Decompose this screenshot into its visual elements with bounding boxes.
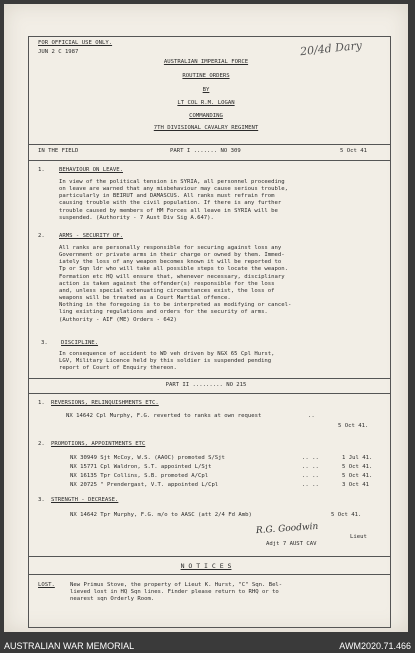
behaviour-on-leave-text: [59, 179, 389, 222]
text-line: Government or private arms in their charge or owned by them. Immed-: [59, 252, 285, 259]
promotion-entry: NX 30949 Sjt McCoy, W.S. (AAOC) promoted S/Sjt: [70, 455, 225, 461]
reversion-entry: NX 14642 Cpl Murphy, F.G. reverted to ranks at own request: [66, 413, 262, 419]
leader-dots: .. ..: [302, 482, 319, 488]
text-line: ling existing regulations and orders for the security of arms.: [59, 309, 268, 316]
location-label: IN THE FIELD: [38, 148, 79, 154]
part-2-number: PART II ......... NO 215: [165, 382, 247, 388]
text-line: weapons will be treated as a Court Martial offence.: [59, 295, 231, 302]
text-line: lieved lost in HQ Sqn lines. Finder please return to RHQ or to: [70, 589, 279, 596]
received-date-stamp: JUN 2 C 1987: [38, 49, 79, 55]
strength-entry: NX 14642 Tpr Murphy, F.G. m/o to AASC (att 2/4 Fd Amb): [70, 512, 252, 518]
item-heading: ARMS - SECURITY OF.: [59, 233, 123, 239]
notices-heading: N O T I C E S: [180, 562, 232, 570]
entry-date: 5 Oct 41.: [331, 512, 362, 518]
item-heading: PROMOTIONS, APPOINTMENTS ETC: [51, 441, 146, 447]
item-number: 2.: [38, 233, 45, 239]
item-number: 2.: [38, 441, 45, 447]
signature: R.G. Goodwin: [255, 521, 319, 537]
item-number: 3.: [41, 340, 48, 346]
item-number: 3.: [38, 497, 45, 503]
text-line: nearest sqn Orderly Room.: [70, 596, 155, 603]
divider: [28, 144, 390, 145]
entry-date: 1 Jul 41.: [342, 455, 373, 461]
title-line-3: BY: [202, 87, 210, 93]
divider: [28, 556, 390, 557]
signatory-appointment: Adjt 7 AUST CAV: [266, 541, 317, 547]
text-line: particularly in BEIRUT and DAMASCUS. All ranks must refrain from: [59, 193, 275, 200]
text-line: causing trouble with the civil population. If there is any further: [59, 200, 282, 207]
discipline-text: [59, 351, 389, 372]
divider: [28, 160, 390, 161]
title-line-1: AUSTRALIAN IMPERIAL FORCE: [163, 59, 249, 65]
text-line: Formation etc HQ will ensure that, whenever necessary, disciplinary: [59, 273, 285, 280]
text-line: New Primus Stove, the property of Lieut K. Hurst, "C" Sqn. Bel-: [70, 582, 283, 588]
lost-notice-text: [70, 582, 400, 603]
leader-dots: .. ..: [302, 455, 319, 461]
text-line: Tp or Sqn ldr who will take all possible steps to locate the weapon.: [59, 266, 289, 273]
entry-date: 5 Oct 41.: [342, 473, 373, 479]
text-line: In view of the political tension in SYRIA, all personnel proceeding: [59, 179, 285, 185]
entry-date: 5 Oct 41.: [342, 464, 373, 470]
title-line-2: ROUTINE ORDERS: [182, 73, 230, 79]
item-heading: DISCIPLINE.: [61, 340, 99, 346]
arms-security-text: [59, 245, 389, 324]
item-number: 1.: [38, 400, 45, 406]
item-heading: BEHAVIOUR ON LEAVE.: [59, 167, 123, 173]
promotion-entry: NX 16135 Tpr Collins, S.B. promoted A/Cpl: [70, 473, 209, 479]
entry-date: 5 Oct 41.: [338, 423, 369, 429]
item-number: 1.: [38, 167, 45, 173]
classification-label: FOR OFFICIAL USE ONLY.: [38, 40, 113, 46]
divider: [28, 574, 390, 575]
text-line: on leave are warned that any misbehaviour may cause serious trouble,: [59, 186, 289, 193]
promotion-entry: NX 20725 " Prendergast, V.T. appointed L/Cpl: [70, 482, 219, 488]
divider: [28, 378, 390, 379]
text-line: trouble caused by members of HM Forces all leave in SYRIA will be: [59, 207, 278, 214]
leader-dots: ..: [308, 413, 315, 419]
divider: [28, 393, 390, 394]
entry-date: 3 Oct 41: [342, 482, 369, 488]
item-heading: REVERSIONS, RELINQUISHMENTS ETC.: [51, 400, 159, 406]
handwritten-note: 20/4d Dary: [299, 38, 363, 59]
text-line: report of Court of Enquiry thereon.: [59, 365, 177, 372]
text-line: Nothing in the foregoing is to be interpreted as modifying or cancel-: [59, 302, 292, 309]
title-line-6: 7TH DIVISIONAL CAVALRY REGIMENT: [153, 125, 259, 131]
text-line: In consequence of accident to WD veh driven by NGX 65 Cpl Hurst,: [59, 351, 275, 357]
leader-dots: .. ..: [302, 473, 319, 479]
title-line-5: COMMANDING: [189, 113, 223, 119]
text-line: suspended. (Authority - 7 Aust Div Sig A.647).: [59, 214, 214, 221]
signatory-rank: Lieut: [350, 534, 367, 540]
notice-label: LOST.: [38, 582, 55, 588]
text-line: LGV, Military Licence held by this soldier is suspended pending: [59, 358, 272, 365]
text-line: (Authority - AIF (ME) Orders - 642): [59, 316, 177, 323]
text-line: and, unless special extenuating circumstances exist, the loss of: [59, 287, 275, 294]
archive-name: AUSTRALIAN WAR MEMORIAL: [4, 641, 135, 651]
item-heading: STRENGTH - DECREASE.: [51, 497, 119, 503]
title-line-4: LT COL R.M. LOGAN: [177, 100, 235, 106]
order-date: 5 Oct 41: [340, 148, 367, 154]
promotion-entry: NX 15771 Cpl Waldron, S.T. appointed L/Sjt: [70, 464, 212, 470]
text-line: iately the loss of any weapon becomes known it will be reported to: [59, 259, 282, 266]
archive-footer: [0, 632, 415, 653]
text-line: All ranks are personally responsible for securing against loss any: [59, 245, 282, 251]
catalogue-number: AWM2020.71.466: [339, 641, 411, 651]
document-page: [4, 4, 408, 632]
text-line: action is taken against the offender(s) responsible for the loss: [59, 280, 275, 287]
leader-dots: .. ..: [302, 464, 319, 470]
part-1-number: PART I ....... NO 309: [170, 148, 241, 154]
